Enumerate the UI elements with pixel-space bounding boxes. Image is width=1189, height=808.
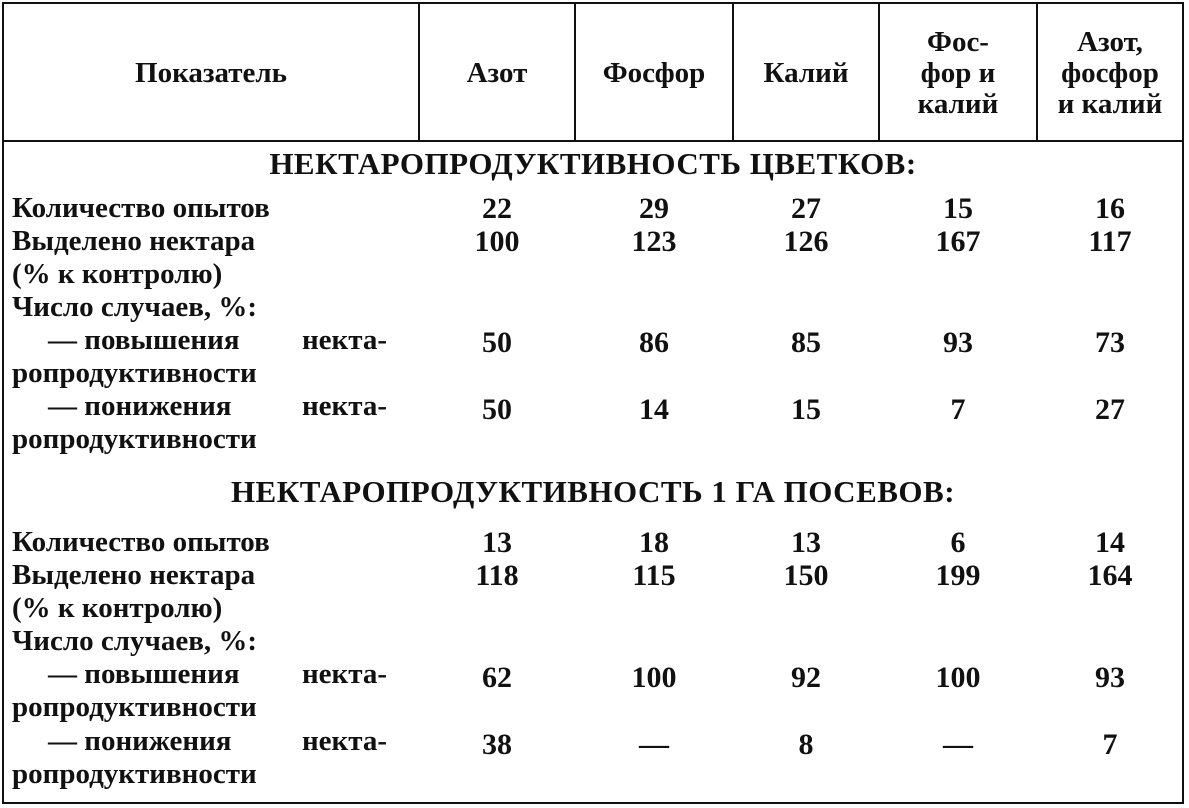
- header-indicator: Показатель: [135, 56, 287, 89]
- row-label-decrease: — понижения некта-: [48, 390, 387, 422]
- s2-experiments-npk: 14: [1095, 526, 1125, 559]
- s2-increase-pk: 100: [935, 661, 981, 694]
- s1-decrease-k: 15: [791, 393, 821, 426]
- s2-increase-npk: 93: [1095, 661, 1125, 694]
- s1-nectar-p: 123: [631, 225, 677, 258]
- header-nitrogen: Азот: [466, 56, 528, 89]
- row-label-nectar: Выделено нектара: [12, 225, 256, 257]
- s2-decrease-k: 8: [798, 728, 814, 761]
- s1-increase-p: 86: [639, 326, 669, 359]
- s2-decrease-npk: 7: [1102, 728, 1118, 761]
- s1-experiments-p: 29: [639, 192, 669, 225]
- s1-increase-npk: 73: [1095, 326, 1125, 359]
- s2-nectar-n: 118: [475, 559, 519, 592]
- header-phosphorus: Фосфор: [602, 56, 706, 89]
- s2-decrease-n: 38: [482, 728, 512, 761]
- s1-experiments-npk: 16: [1095, 192, 1125, 225]
- s2-experiments-k: 13: [791, 526, 821, 559]
- row-label-nectar-unit: (% к контролю): [12, 258, 223, 290]
- row-label-increase-cont: ропродуктивности: [12, 357, 257, 389]
- section-title: НЕКТАРОПРОДУКТИВНОСТЬ ЦВЕТКОВ:: [269, 146, 917, 181]
- s2-increase-p: 100: [631, 661, 677, 694]
- s2-increase-k: 92: [791, 661, 821, 694]
- s2-experiments-pk: 6: [950, 526, 966, 559]
- row-label-cases: Число случаев, %:: [12, 625, 258, 657]
- s2-experiments-n: 13: [482, 526, 512, 559]
- section-title: НЕКТАРОПРОДУКТИВНОСТЬ 1 ГА ПОСЕВОВ:: [230, 474, 956, 509]
- s2-nectar-npk: 164: [1087, 559, 1133, 592]
- row-label-cases: Число случаев, %:: [12, 291, 258, 323]
- s2-experiments-p: 18: [639, 526, 669, 559]
- row-label-nectar-unit: (% к контролю): [12, 592, 223, 624]
- s1-nectar-npk: 117: [1088, 225, 1132, 258]
- row-label-increase: — повышения некта-: [48, 658, 387, 690]
- s1-experiments-k: 27: [791, 192, 821, 225]
- s1-decrease-pk: 7: [950, 393, 966, 426]
- s1-nectar-k: 126: [783, 225, 829, 258]
- s1-nectar-pk: 167: [935, 225, 981, 258]
- header-phosphorus-potassium: Фос- фор и калий: [917, 25, 999, 120]
- s2-decrease-pk: —: [943, 728, 973, 761]
- s2-nectar-p: 115: [632, 559, 676, 592]
- header-potassium: Калий: [763, 56, 849, 89]
- s1-experiments-n: 22: [482, 192, 512, 225]
- header-npk: Азот, фосфор и калий: [1057, 25, 1163, 120]
- s2-nectar-k: 150: [783, 559, 829, 592]
- s1-increase-n: 50: [482, 326, 512, 359]
- row-label-nectar: Выделено нектара: [12, 559, 256, 591]
- s1-increase-k: 85: [791, 326, 821, 359]
- s2-nectar-pk: 199: [935, 559, 981, 592]
- s2-decrease-p: —: [639, 728, 669, 761]
- row-label-experiments: Количество опытов: [12, 192, 270, 224]
- s2-increase-n: 62: [482, 661, 512, 694]
- fertilizer-nectar-table: [2, 2, 1184, 804]
- s1-increase-pk: 93: [943, 326, 973, 359]
- row-label-increase: — повышения некта-: [48, 324, 387, 356]
- s1-decrease-npk: 27: [1095, 393, 1125, 426]
- row-label-experiments: Количество опытов: [12, 526, 270, 558]
- row-label-decrease-cont: ропродуктивности: [12, 423, 257, 455]
- s1-decrease-n: 50: [482, 393, 512, 426]
- s1-nectar-n: 100: [474, 225, 520, 258]
- row-label-decrease: — понижения некта-: [48, 725, 387, 757]
- s1-experiments-pk: 15: [943, 192, 973, 225]
- row-label-increase-cont: ропродуктивности: [12, 691, 257, 723]
- row-label-decrease-cont: ропродуктивности: [12, 758, 257, 790]
- s1-decrease-p: 14: [639, 393, 669, 426]
